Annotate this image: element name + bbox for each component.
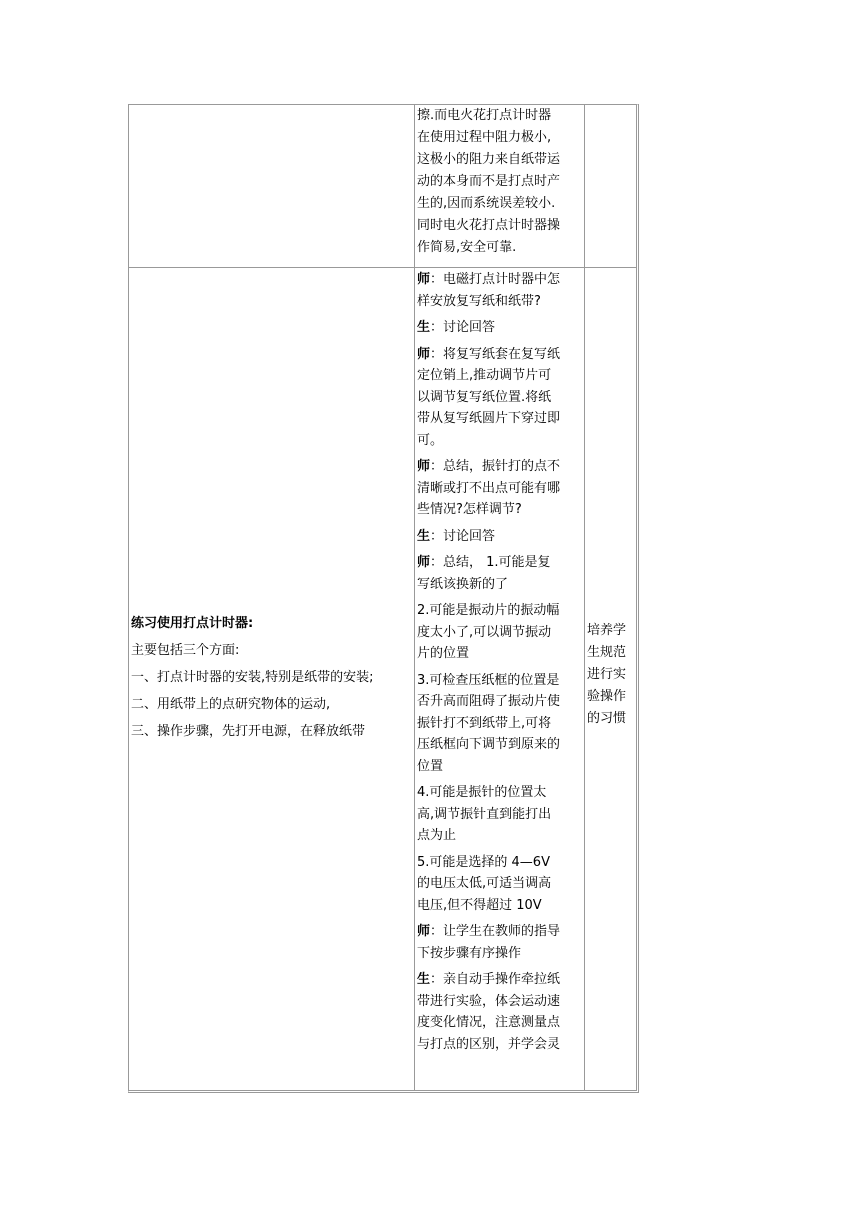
text-line: ：将复写纸套在复写纸 bbox=[430, 346, 561, 362]
text-line: 验操作 bbox=[587, 689, 627, 704]
lesson-table bbox=[128, 104, 639, 1093]
row2-process-cell bbox=[417, 269, 560, 1060]
text-line: 度太小了,可以调节振动 bbox=[417, 624, 552, 640]
speaker-label: 师 bbox=[417, 346, 431, 362]
text-line: 以调节复写纸位置.将纸 bbox=[417, 389, 552, 405]
numbered-item bbox=[417, 670, 560, 778]
text-line: 振针打不到纸带上,可将 bbox=[417, 715, 552, 731]
row1-process-cell bbox=[417, 105, 560, 259]
text-line: ：总结，振针打的点不 bbox=[430, 459, 561, 474]
text-line: 擦.而电火花打点计时器 bbox=[417, 108, 552, 123]
dialogue-block bbox=[417, 552, 560, 595]
text-line: 与打点的区别，并学会灵 bbox=[417, 1036, 561, 1052]
dialogue-block bbox=[417, 526, 560, 548]
speaker-label: 生 bbox=[417, 972, 431, 987]
text-line: 定位销上,推动调节片可 bbox=[417, 368, 552, 383]
column-divider-1 bbox=[414, 104, 415, 1091]
speaker-label: 师 bbox=[417, 272, 431, 287]
numbered-item bbox=[417, 600, 560, 665]
text-line: 否升高而阻碍了振动片使 bbox=[417, 694, 561, 709]
speaker-label: 生 bbox=[417, 528, 431, 544]
text-line: ：总结， 1.可能是复 bbox=[430, 555, 551, 570]
dialogue-block bbox=[417, 344, 560, 452]
text-line: 带从复写纸圆片下穿过即 bbox=[417, 411, 561, 426]
text-line: 点为止 bbox=[417, 828, 457, 843]
dialogue-block bbox=[417, 269, 560, 312]
column-divider-2 bbox=[584, 104, 585, 1091]
text-line: 度变化情况，注意测量点 bbox=[417, 1015, 561, 1030]
text-line: 同时电火花打点计时器操 bbox=[417, 218, 561, 233]
speaker-label: 师 bbox=[417, 924, 431, 939]
text-line: 在使用过程中阻力极小, bbox=[417, 130, 552, 145]
text-line: 动的本身而不是打点时产 bbox=[417, 174, 561, 189]
text-line: 培养学 bbox=[587, 623, 627, 638]
text-line: 主要包括三个方面: bbox=[131, 643, 240, 658]
text-line: ：电磁打点计时器中怎 bbox=[430, 272, 561, 287]
text-line: 3.可检查压纸框的位置是 bbox=[417, 672, 560, 688]
numbered-item bbox=[417, 852, 560, 917]
text-line: 2.可能是振动片的振动幅 bbox=[417, 603, 560, 618]
text-line: 写纸该换新的了 bbox=[417, 576, 509, 592]
text-line: 电压,但不得超过 10V bbox=[417, 897, 542, 913]
speaker-label: 师 bbox=[417, 555, 431, 570]
numbered-item bbox=[417, 782, 560, 847]
text-line: 三、操作步骤，先打开电源，在释放纸带 bbox=[131, 724, 366, 739]
text-line: ：让学生在教师的指导 bbox=[430, 924, 561, 939]
text-line: 样安放复写纸和纸带? bbox=[417, 293, 541, 309]
text-line: ：讨论回答 bbox=[430, 320, 496, 335]
text-line: 一、打点计时器的安装,特别是纸带的安装; bbox=[131, 670, 374, 685]
dialogue-block bbox=[417, 456, 560, 521]
text-line: 压纸框向下调节到原来的 bbox=[417, 737, 561, 752]
text-line: 带进行实验，体会运动速 bbox=[417, 993, 561, 1009]
text-line: 位置 bbox=[417, 758, 444, 774]
text-line: 可。 bbox=[417, 432, 444, 448]
text-line: 5.可能是选择的 4—6V bbox=[417, 854, 550, 870]
dialogue-block bbox=[417, 921, 560, 964]
text-line: ：亲自动手操作牵拉纸 bbox=[430, 972, 561, 987]
text-line: 的电压太低,可适当调高 bbox=[417, 876, 552, 891]
text-line: 的习惯 bbox=[587, 711, 627, 726]
row-divider bbox=[128, 267, 636, 268]
text-line: 下按步骤有序操作 bbox=[417, 945, 522, 961]
section-title: 练习使用打点计时器: bbox=[131, 616, 254, 631]
text-line: 进行实 bbox=[587, 667, 627, 682]
text-line: 生规范 bbox=[587, 645, 627, 660]
text-line: 二、用纸带上的点研究物体的运动, bbox=[131, 697, 331, 712]
speaker-label: 生 bbox=[417, 320, 431, 335]
text-line: 生的,因而系统误差较小. bbox=[417, 196, 556, 211]
row2-intent-cell bbox=[587, 620, 626, 730]
row2-content-cell bbox=[131, 610, 374, 745]
text-line: 清晰或打不出点可能有哪 bbox=[417, 480, 561, 496]
text-line: 高,调节振针直到能打出 bbox=[417, 806, 552, 822]
dialogue-block bbox=[417, 317, 560, 339]
text-line: 作简易,安全可靠. bbox=[417, 240, 517, 255]
text-line: 这极小的阻力来自纸带运 bbox=[417, 152, 561, 167]
text-line: ：讨论回答 bbox=[430, 528, 496, 544]
dialogue-block bbox=[417, 969, 560, 1055]
text-line: 片的位置 bbox=[417, 646, 470, 661]
text-line: 4.可能是振针的位置太 bbox=[417, 785, 547, 800]
text-line: 些情况?怎样调节? bbox=[417, 502, 522, 517]
speaker-label: 师 bbox=[417, 459, 431, 474]
